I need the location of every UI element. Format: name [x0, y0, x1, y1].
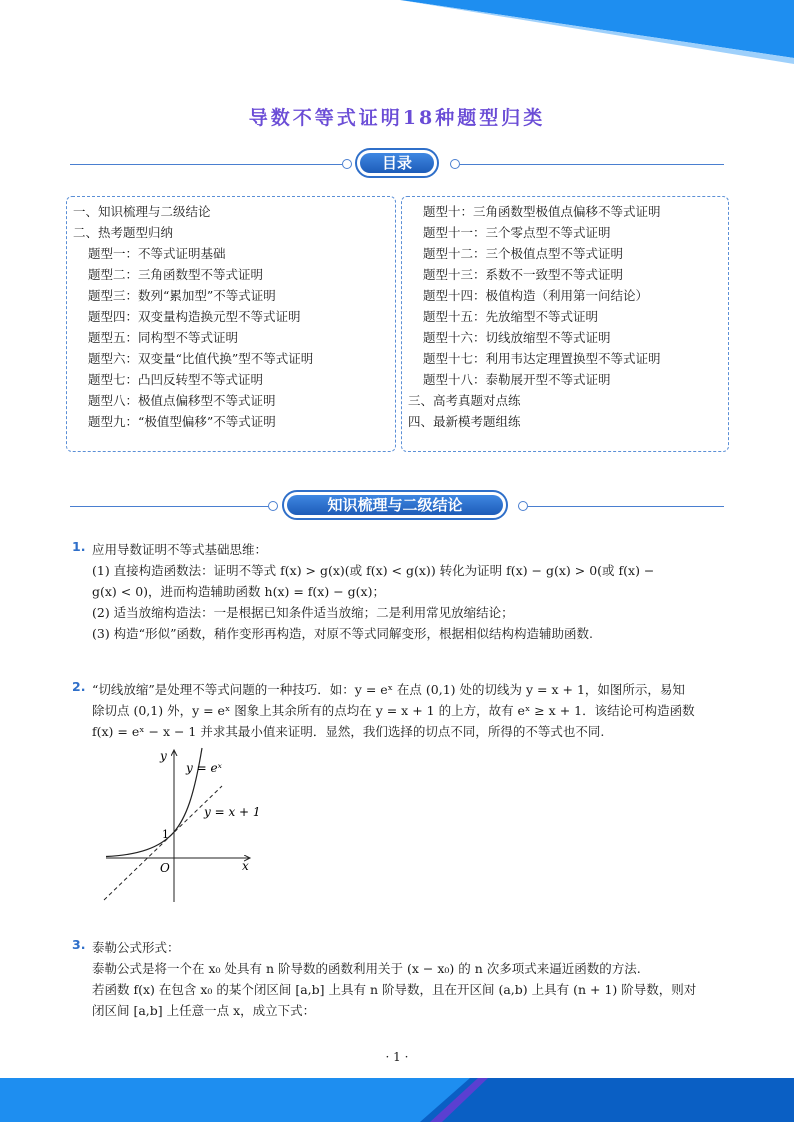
item-number: 2.: [72, 679, 86, 694]
toc-item[interactable]: 题型三：数列“累加型”不等式证明: [88, 288, 276, 303]
toc-item[interactable]: 二、热考题型归纳: [73, 225, 174, 240]
toc-item[interactable]: 三、高考真题对点练: [408, 393, 521, 408]
toc-item[interactable]: 题型十六：切线放缩型不等式证明: [423, 330, 611, 345]
text-line: g(x) < 0)，进而构造辅助函数 h(x) = f(x) − g(x)；: [92, 584, 385, 599]
section-heading: 知识梳理与二级结论: [287, 495, 503, 515]
text-line: 除切点 (0,1) 外，y = eˣ 图象上其余所有的点均在 y = x + 1 的上方，故有 eˣ ≥ x + 1．该结论可构造函数: [92, 703, 695, 718]
section-header: [70, 490, 724, 524]
curve-label: y = eˣ: [186, 761, 222, 775]
toc-item[interactable]: 题型十四：极值构造（利用第一问结论）: [423, 288, 649, 303]
toc-heading: 目录: [360, 153, 434, 173]
item-number: 1.: [72, 539, 86, 554]
toc-item[interactable]: 题型五：同构型不等式证明: [88, 330, 239, 345]
toc-item[interactable]: 题型二：三角函数型不等式证明: [88, 267, 264, 282]
tangent-label: y = x + 1: [204, 805, 261, 819]
toc-item[interactable]: 题型七：凸凹反转型不等式证明: [88, 372, 264, 387]
text-line: (1) 直接构造函数法：证明不等式 f(x) > g(x)(或 f(x) < g(x)) 转化为证明 f(x) − g(x) > 0(或 f(x) −: [92, 563, 655, 578]
toc-right-column: [401, 196, 729, 452]
text-line: 应用导数证明不等式基础思维：: [92, 542, 268, 557]
toc-item[interactable]: 题型一：不等式证明基础: [88, 246, 226, 261]
toc-item[interactable]: 题型十二：三个极值点型不等式证明: [423, 246, 624, 261]
text-line: 泰勒公式是将一个在 x₀ 处具有 n 阶导数的函数利用关于 (x − x₀) 的 n 次多项式来逼近函数的方法.: [92, 961, 641, 976]
toc-item[interactable]: 题型九：“极值型偏移”不等式证明: [88, 414, 276, 429]
document-title: 导数不等式证明18种题型归类: [248, 107, 546, 129]
text-line: (3) 构造“形似”函数，稍作变形再构造，对原不等式同解变形，根据相似结构构造辅助函数.: [92, 626, 593, 641]
toc-item[interactable]: 题型十三：系数不一致型不等式证明: [423, 267, 624, 282]
origin-label: O: [160, 861, 170, 875]
bottom-decorative-bar: [0, 1078, 794, 1122]
page-number: · 1 ·: [385, 1050, 409, 1064]
text-line: 泰勒公式形式：: [92, 940, 180, 955]
toc-item[interactable]: 题型四：双变量构造换元型不等式证明: [88, 309, 301, 324]
item2-paragraph: [92, 679, 712, 742]
toc-item[interactable]: 题型八：极值点偏移型不等式证明: [88, 393, 276, 408]
exp-tangent-graph: [98, 746, 278, 906]
toc-header: [70, 148, 724, 182]
text-line: 若函数 f(x) 在包含 x₀ 的某个闭区间 [a,b] 上具有 n 阶导数，且在开区间 (a,b) 上具有 (n + 1) 阶导数，则对: [92, 982, 697, 997]
toc-item[interactable]: 四、最新模考题组练: [408, 414, 521, 429]
text-line: 闭区间 [a,b] 上任意一点 x，成立下式：: [92, 1003, 316, 1018]
item-number: 3.: [72, 937, 86, 952]
toc-item[interactable]: 题型十：三角函数型极值点偏移不等式证明: [423, 204, 661, 219]
toc-item[interactable]: 一、知识梳理与二级结论: [73, 204, 211, 219]
y-axis-label: y: [160, 749, 167, 763]
toc-item[interactable]: 题型十一：三个零点型不等式证明: [423, 225, 611, 240]
toc-item[interactable]: 题型十五：先放缩型不等式证明: [423, 309, 599, 324]
text-line: f(x) = eˣ − x − 1 并求其最小值来证明．显然，我们选择的切点不同，所得的不等式也不同.: [92, 724, 605, 739]
toc-item[interactable]: 题型六：双变量“比值代换”型不等式证明: [88, 351, 314, 366]
tangent-line: [104, 786, 222, 900]
toc-item[interactable]: 题型十七：利用韦达定理置换型不等式证明: [423, 351, 661, 366]
top-decorative-stripe: [0, 0, 794, 70]
x-axis-label: x: [242, 859, 249, 873]
item1-paragraph: [92, 539, 712, 644]
text-line: “切线放缩”是处理不等式问题的一种技巧．如：y = eˣ 在点 (0,1) 处的切线为 y = x + 1，如图所示，易知: [92, 682, 685, 697]
y-intercept-label: 1: [162, 828, 169, 841]
item3-paragraph: [92, 937, 712, 1021]
text-line: (2) 适当放缩构造法：一是根据已知条件适当放缩；二是利用常见放缩结论；: [92, 605, 514, 620]
toc-left-column: [66, 196, 396, 452]
toc-item[interactable]: 题型十八：泰勒展开型不等式证明: [423, 372, 611, 387]
